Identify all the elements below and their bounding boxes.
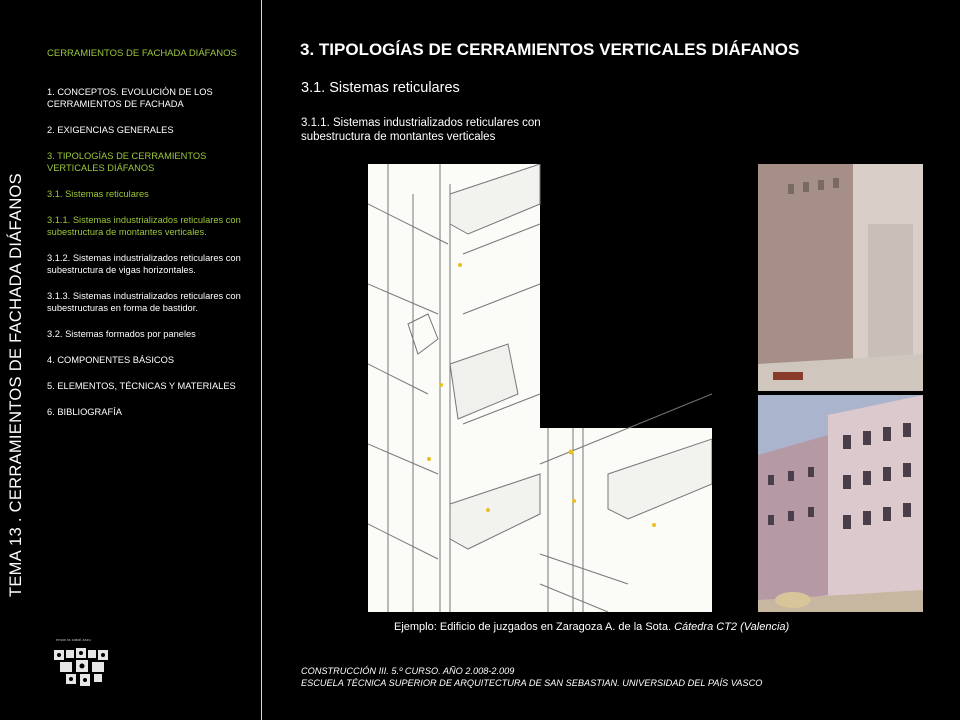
nav-item-tipologias[interactable]: 3. TIPOLOGÍAS DE CERRAMIENTOS VERTICALES DIÁFANOS xyxy=(47,151,207,173)
footer-course: CONSTRUCCIÓN III. 5.º CURSO. AÑO 2.008-2.009 xyxy=(301,666,515,676)
nav-item-bastidor[interactable]: 3.1.3. Sistemas industrializados reticulares con subestructuras en forma de bastidor. xyxy=(47,291,241,313)
nav-item-bibliografia[interactable]: 6. BIBLIOGRAFÍA xyxy=(47,407,122,417)
facade-axonometric-drawing xyxy=(368,164,712,612)
sidebar-divider xyxy=(261,0,262,720)
footer-school: ESCUELA TÉCNICA SUPERIOR DE ARQUITECTURA DE SAN SEBASTIAN. UNIVERSIDAD DEL PAÍS VASCO xyxy=(301,678,763,688)
logo-text: eman ta zabal zazu xyxy=(56,637,91,642)
sidebar-nav xyxy=(47,48,259,432)
nav-heading[interactable]: CERRAMIENTOS DE FACHADA DIÁFANOS xyxy=(47,48,237,59)
building-photo-street xyxy=(758,164,923,391)
nav-item-montantes-verticales[interactable]: 3.1.1. Sistemas industrializados reticulares con subestructura de montantes verticales. xyxy=(47,215,241,237)
nav-item-sistemas-reticulares[interactable]: 3.1. Sistemas reticulares xyxy=(47,189,149,199)
vertical-title: TEMA 13 . CERRAMIENTOS DE FACHADA DIÁFANOS xyxy=(7,173,25,597)
figure-caption xyxy=(394,621,789,633)
caption-source: Cátedra CT2 (Valencia) xyxy=(674,621,790,633)
footer xyxy=(301,665,762,689)
subsection-title: 3.1.1. Sistemas industrializados reticulares con subestructura de montantes verticales xyxy=(301,117,541,143)
nav-item-vigas-horizontales[interactable]: 3.1.2. Sistemas industrializados reticulares con subestructura de vigas horizontales. xyxy=(47,253,241,275)
nav-item-exigencias[interactable]: 2. EXIGENCIAS GENERALES xyxy=(47,125,174,135)
university-logo xyxy=(52,636,116,692)
page-title: 3. TIPOLOGÍAS DE CERRAMIENTOS VERTICALES DIÁFANOS xyxy=(300,40,800,59)
caption-text: Ejemplo: Edificio de juzgados en Zaragoza A. de la Sota. xyxy=(394,621,675,633)
nav-item-componentes[interactable]: 4. COMPONENTES BÁSICOS xyxy=(47,355,175,365)
building-photo-courtyard xyxy=(758,395,923,612)
nav-item-elementos[interactable]: 5. ELEMENTOS, TÉCNICAS Y MATERIALES xyxy=(47,381,236,391)
nav-item-conceptos[interactable]: 1. CONCEPTOS. EVOLUCIÓN DE LOS CERRAMIENTOS DE FACHADA xyxy=(47,87,213,109)
nav-item-paneles[interactable]: 3.2. Sistemas formados por paneles xyxy=(47,329,196,339)
section-subtitle: 3.1. Sistemas reticulares xyxy=(301,80,460,96)
